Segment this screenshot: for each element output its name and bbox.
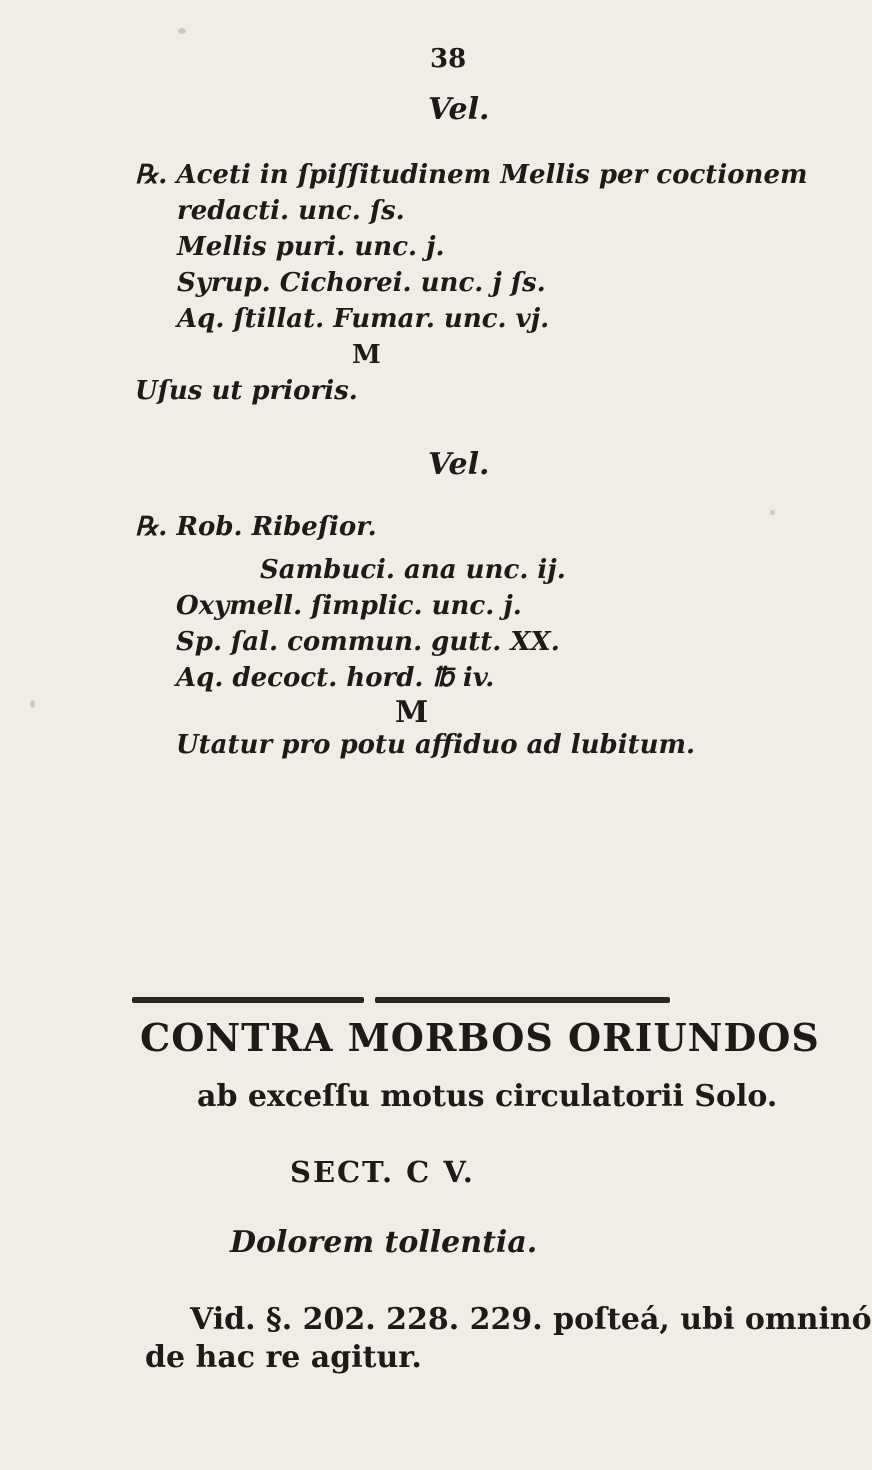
recipe1-line: Mellis puri. unc. j. — [177, 232, 445, 262]
recipe1-header: Vel. — [428, 92, 490, 127]
recipe1-line: Aq. ſtillat. Fumar. unc. vj. — [177, 304, 550, 334]
page-number: 38 — [430, 44, 467, 74]
recipe2-header: Vel. — [428, 447, 490, 482]
recipe2-line: Aq. decoct. hord. ℔ iv. — [176, 663, 495, 693]
recipe1-line: redacti. unc. ſs. — [177, 196, 405, 226]
recipe2-line: Utatur pro potu affiduo ad lubitum. — [176, 730, 696, 760]
recipe2-line: ℞. Rob. Ribeſior. — [135, 512, 377, 542]
recipe2-line: Sambuci. ana unc. ij. — [260, 555, 566, 585]
paper-speck — [770, 510, 775, 515]
section-heading: CONTRA MORBOS ORIUNDOS — [140, 1015, 820, 1060]
recipe2-line: Sp. ſal. commun. gutt. XX. — [176, 627, 560, 657]
recipe1-line: Syrup. Cichorei. unc. j ſs. — [177, 268, 546, 298]
paper-speck — [178, 28, 186, 34]
divider-rule-right — [375, 997, 670, 1003]
divider-rule-left — [132, 997, 364, 1003]
recipe1-line: ℞. Aceti in ſpiſſitudinem Mellis per coctionem — [135, 160, 808, 190]
body-text-line: Vid. §. 202. 228. 229. poſteá, ubi omninó — [190, 1302, 872, 1337]
recipe2-line: M — [395, 695, 429, 730]
recipe1-line: Uſus ut prioris. — [135, 376, 358, 406]
section-title: Dolorem tollentia. — [230, 1225, 538, 1260]
section-subheading: ab exceſſu motus circulatorii Solo. — [197, 1079, 778, 1114]
recipe2-line: Oxymell. ſimplic. unc. j. — [176, 591, 522, 621]
section-label: SECT. C V. — [290, 1155, 475, 1189]
paper-speck — [30, 700, 35, 708]
recipe1-line: M — [352, 340, 381, 370]
body-text-line: de hac re agitur. — [145, 1340, 422, 1375]
